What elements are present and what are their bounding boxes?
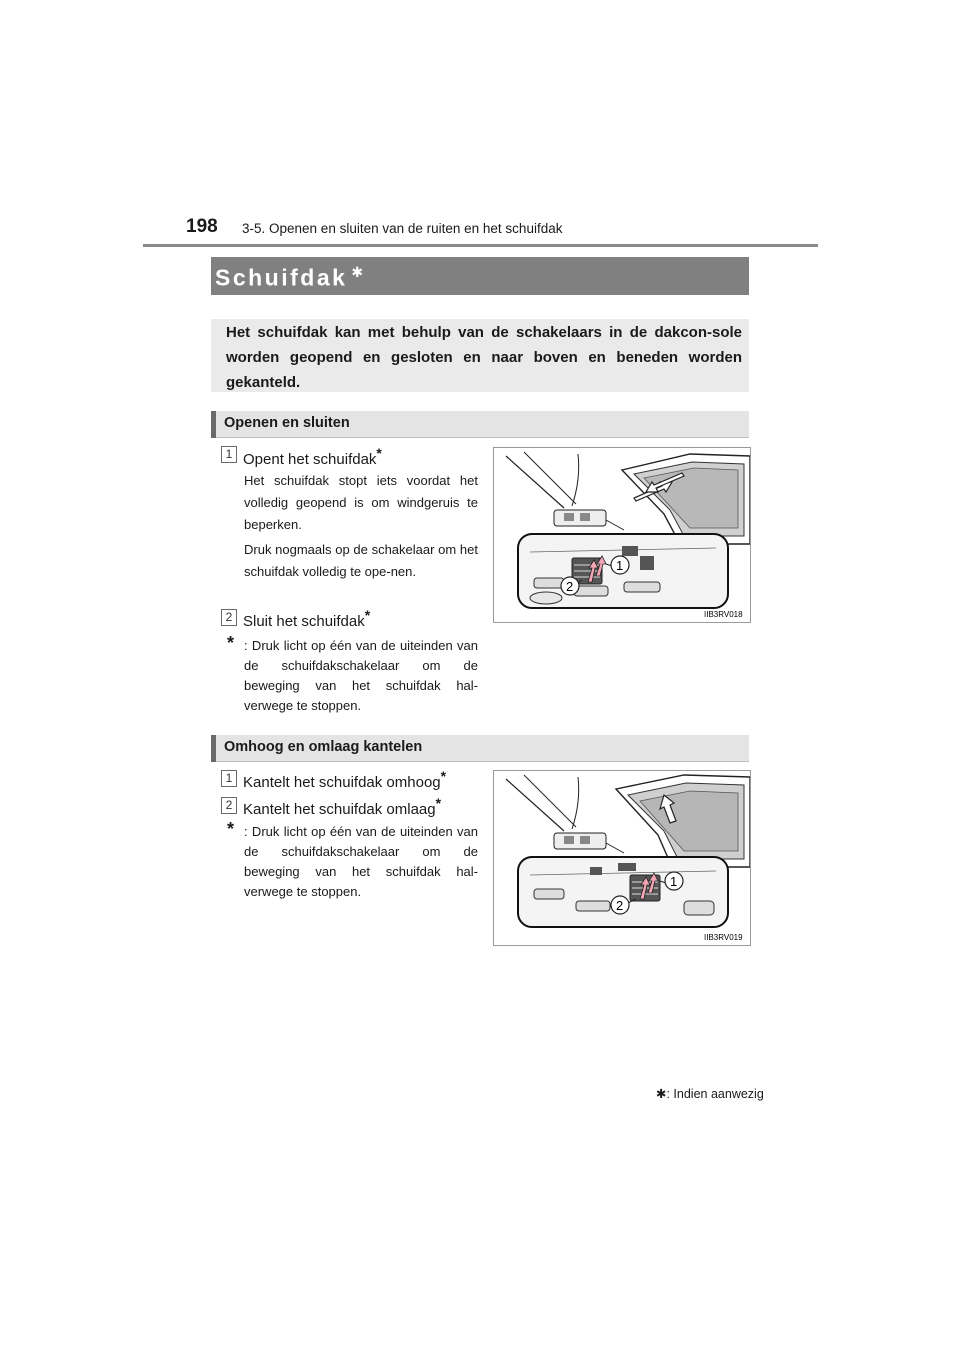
item-label: Opent het schuifdak: [243, 451, 377, 468]
paragraph-wind-noise: Het schuifdak stopt iets voordat het volledig geopend is om windgeruis te beperken.: [244, 473, 478, 532]
footnote-text: : Druk licht op één van de uiteinden van de schuifdakschakelaar om de beweging van het schuifdak hal-verwege te stoppen.: [244, 824, 478, 899]
item-label: Kantelt het schuifdak omlaag: [243, 801, 436, 818]
page-footnote: [656, 1086, 764, 1101]
section-marker: [211, 735, 216, 762]
item-close-sunroof: [243, 607, 370, 630]
page-title-text: Schuifdak: [215, 264, 348, 291]
section-marker: [211, 411, 216, 438]
callout-1: 1: [616, 558, 624, 573]
figure-illustration: [494, 771, 750, 945]
item-asterisk: *: [440, 768, 447, 784]
title-asterisk: ✱: [351, 264, 364, 280]
chapter-heading: 3-5. Openen en sluiten van de ruiten en het schuifdak: [242, 221, 563, 236]
figure-illustration: [494, 448, 750, 622]
item-number-box: 1: [221, 446, 237, 463]
page-footnote-asterisk: ✱: [656, 1087, 667, 1101]
item-number-box: 2: [221, 797, 237, 814]
item-open-sunroof: [243, 445, 382, 468]
paragraph-press-again: Druk nogmaals op de schakelaar om het schuifdak volledig te ope-nen.: [244, 542, 478, 579]
page-number: 198: [186, 216, 218, 237]
item-tilt-up: [243, 768, 446, 791]
item-asterisk: *: [376, 445, 382, 461]
figure-code: IIB3RV018: [704, 610, 743, 619]
section-heading-tilt: Omhoog en omlaag kantelen: [224, 739, 423, 755]
footnote-asterisk: *: [227, 819, 235, 839]
page-title: [215, 264, 363, 292]
figure-roof-switch-tilt: [493, 770, 751, 946]
header-rule: [143, 244, 818, 247]
item-label: Sluit het schuifdak: [243, 613, 365, 630]
footnote-asterisk: *: [227, 633, 235, 653]
callout-1: 1: [670, 874, 678, 889]
item-asterisk: *: [435, 795, 442, 811]
section-heading-open-close: Openen en sluiten: [224, 415, 350, 431]
callout-2: 2: [566, 579, 574, 594]
figure-roof-switch-open-close: [493, 447, 751, 623]
figure-code: IIB3RV019: [704, 933, 743, 942]
page-footnote-text: : Indien aanwezig: [666, 1087, 764, 1101]
callout-2: 2: [616, 898, 624, 913]
footnote-text: : Druk licht op één van de uiteinden van de schuifdakschakelaar om de beweging van het schuifdak hal-verwege te stoppen.: [244, 638, 478, 713]
item-asterisk: *: [364, 607, 371, 623]
item-tilt-down: [243, 795, 441, 818]
item-label: Kantelt het schuifdak omhoog: [243, 774, 441, 791]
item-number-box: 1: [221, 770, 237, 787]
intro-text: Het schuifdak kan met behulp van de schakelaars in de dakcon-sole worden geopend en gesloten en naar boven en beneden worden gekanteld.: [226, 324, 742, 391]
item-number-box: 2: [221, 609, 237, 626]
